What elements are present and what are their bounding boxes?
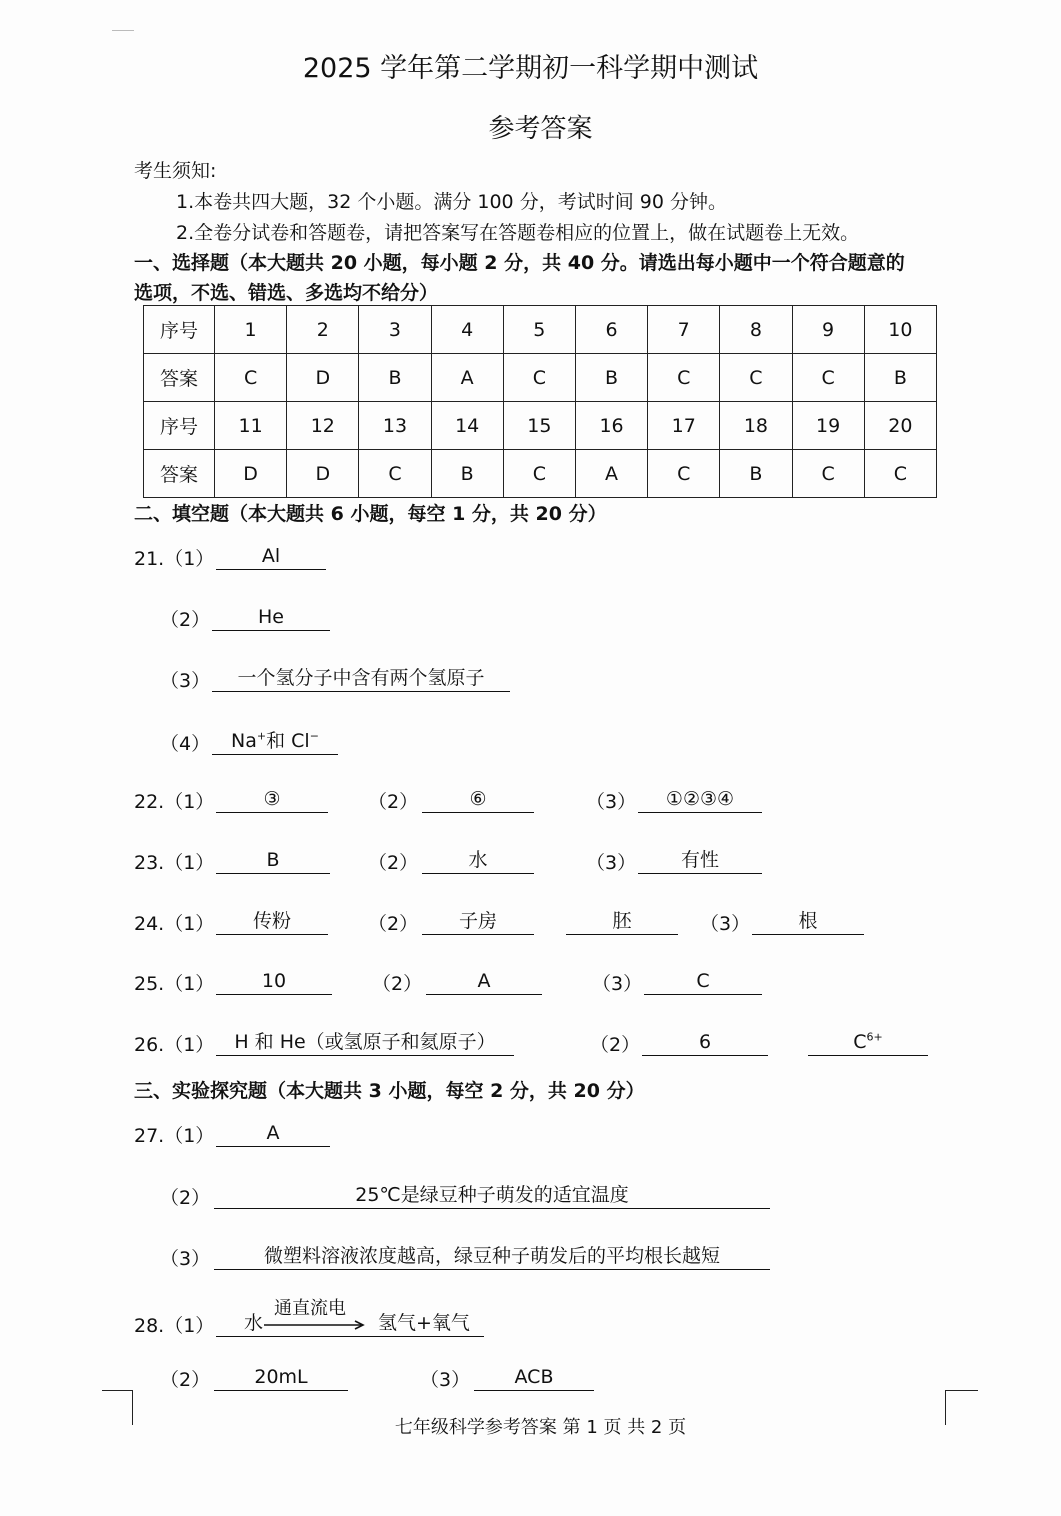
table-cell: 11 [215, 402, 287, 450]
table-cell: 6 [575, 306, 647, 354]
q26-answer-2b [808, 1029, 928, 1056]
table-cell: C [864, 450, 936, 498]
q24-label-2: （2） [368, 913, 419, 935]
q25-label-2: （2） [372, 973, 423, 995]
table-cell: C [792, 354, 864, 402]
q21-answer-4-plus: + [256, 729, 267, 743]
q21-label: 21.（1） [134, 548, 215, 570]
table-cell: 12 [287, 402, 359, 450]
section3-heading: 三、实验探究题（本大题共 3 小题，每空 2 分，共 20 分） [134, 1080, 645, 1102]
q23-label: 23.（1） [134, 852, 215, 874]
q21-answer-4-minus: − [309, 729, 319, 743]
q23-answer-2: 水 [422, 847, 534, 874]
section1-heading-line2: 选项，不选、错选、多选均不给分） [134, 282, 439, 304]
q28-reactant: 水 [244, 1312, 264, 1334]
table-cell: 13 [359, 402, 431, 450]
q28-answer-1 [216, 1298, 484, 1337]
q22-label: 22.（1） [134, 791, 215, 813]
table-cell: B [720, 450, 792, 498]
table-cell: C [359, 450, 431, 498]
q27-label-3: （3） [160, 1248, 211, 1270]
table-row [144, 354, 937, 402]
table-cell: 20 [864, 402, 936, 450]
q26-label-2: （2） [590, 1034, 641, 1056]
q26-answer-2b-c: C [853, 1031, 867, 1053]
table-cell: 2 [287, 306, 359, 354]
q21-answer-2: He [212, 604, 330, 631]
table-cell: D [287, 450, 359, 498]
q24-answer-2: 子房 [422, 908, 534, 935]
table-cell: 15 [503, 402, 575, 450]
q22-label-3: （3） [586, 791, 637, 813]
q22-answer-2: ⑥ [422, 786, 534, 813]
table-cell: 4 [431, 306, 503, 354]
q21-answer-4 [212, 728, 338, 755]
q21-answer-1: Al [216, 543, 326, 570]
q26-answer-2: 6 [642, 1029, 768, 1056]
table-cell: 16 [575, 402, 647, 450]
row-label-answer: 答案 [144, 450, 215, 498]
table-row [144, 402, 937, 450]
table-cell: D [215, 450, 287, 498]
table-cell: B [431, 450, 503, 498]
table-cell: C [503, 450, 575, 498]
table-cell: C [215, 354, 287, 402]
q27-label-2: （2） [160, 1187, 211, 1209]
q22-answer-1: ③ [216, 786, 328, 813]
table-cell: 14 [431, 402, 503, 450]
section2-heading: 二、填空题（本大题共 6 小题，每空 1 分，共 20 分） [134, 503, 607, 525]
q24-answer-2b: 胚 [566, 908, 678, 935]
q28-answer-3: ACB [474, 1364, 594, 1391]
table-cell: C [648, 450, 720, 498]
answer-table [143, 305, 937, 498]
table-cell: C [648, 354, 720, 402]
table-cell: 7 [648, 306, 720, 354]
table-cell: C [503, 354, 575, 402]
q21-answer-4-na: Na [231, 730, 257, 752]
section1-heading-line1: 一、选择题（本大题共 20 小题，每小题 2 分，共 40 分。请选出每小题中一个符合题意的 [134, 252, 905, 274]
row-label-answer: 答案 [144, 354, 215, 402]
q24-label-3: （3） [700, 913, 751, 935]
q25-answer-2: A [426, 968, 542, 995]
row-label-number: 序号 [144, 306, 215, 354]
q28-condition: 通直流电 [274, 1298, 346, 1319]
table-cell: C [720, 354, 792, 402]
q21-label-3: （3） [160, 670, 211, 692]
q27-answer-1: A [216, 1120, 330, 1147]
q27-label: 27.（1） [134, 1125, 215, 1147]
table-cell: C [792, 450, 864, 498]
q22-label-2: （2） [368, 791, 419, 813]
q24-answer-3: 根 [752, 908, 864, 935]
table-cell: B [359, 354, 431, 402]
q25-label-3: （3） [592, 973, 643, 995]
q26-label: 26.（1） [134, 1034, 215, 1056]
q28-answer-2: 20mL [214, 1364, 348, 1391]
table-cell: 3 [359, 306, 431, 354]
notice-item-2: 2.全卷分试卷和答题卷，请把答案写在答题卷相应的位置上，做在试题卷上无效。 [176, 222, 860, 244]
q26-answer-1: H 和 He（或氢原子和氦原子） [216, 1029, 514, 1056]
table-cell: A [575, 450, 647, 498]
table-row [144, 306, 937, 354]
table-cell: 9 [792, 306, 864, 354]
table-cell: B [864, 354, 936, 402]
q21-label-2: （2） [160, 609, 211, 631]
table-row [144, 450, 937, 498]
table-cell: A [431, 354, 503, 402]
page-subtitle: 参考答案 [488, 114, 593, 144]
page-title: 2025 学年第二学期初一科学期中测试 [302, 53, 759, 84]
table-cell: D [287, 354, 359, 402]
table-cell: 8 [720, 306, 792, 354]
q23-answer-1: B [216, 847, 330, 874]
corner-mark-top [112, 26, 134, 31]
q28-label-3: （3） [420, 1369, 471, 1391]
q25-answer-3: C [644, 968, 762, 995]
q25-label: 25.（1） [134, 973, 215, 995]
table-cell: B [575, 354, 647, 402]
q21-label-4: （4） [160, 733, 211, 755]
q28-label-2: （2） [160, 1369, 211, 1391]
q23-answer-3: 有性 [638, 847, 762, 874]
row-label-number: 序号 [144, 402, 215, 450]
q27-answer-3: 微塑料溶液浓度越高，绿豆种子萌发后的平均根长越短 [214, 1243, 770, 1270]
q23-label-3: （3） [586, 852, 637, 874]
q22-answer-3: ①②③④ [638, 786, 762, 813]
q24-label: 24.（1） [134, 913, 215, 935]
q26-answer-2b-sup: 6+ [866, 1030, 883, 1044]
q23-label-2: （2） [368, 852, 419, 874]
notice-label: 考生须知: [134, 160, 217, 182]
q25-answer-1: 10 [216, 968, 332, 995]
q24-answer-1: 传粉 [216, 908, 328, 935]
table-cell: 10 [864, 306, 936, 354]
table-cell: 18 [720, 402, 792, 450]
page-footer: 七年级科学参考答案 第 1 页 共 2 页 [394, 1417, 687, 1438]
q27-answer-2: 25℃是绿豆种子萌发的适宜温度 [214, 1182, 770, 1209]
notice-item-1: 1.本卷共四大题，32 个小题。满分 100 分，考试时间 90 分钟。 [176, 191, 727, 213]
table-cell: 17 [648, 402, 720, 450]
table-cell: 1 [215, 306, 287, 354]
q28-label: 28.（1） [134, 1315, 215, 1337]
table-cell: 19 [792, 402, 864, 450]
table-cell: 5 [503, 306, 575, 354]
reaction-arrow-icon [264, 1320, 370, 1330]
q21-answer-3: 一个氢分子中含有两个氢原子 [212, 665, 510, 692]
q28-products: 氢气+氧气 [378, 1312, 470, 1334]
q21-answer-4-cl: 和 Cl [266, 730, 310, 752]
